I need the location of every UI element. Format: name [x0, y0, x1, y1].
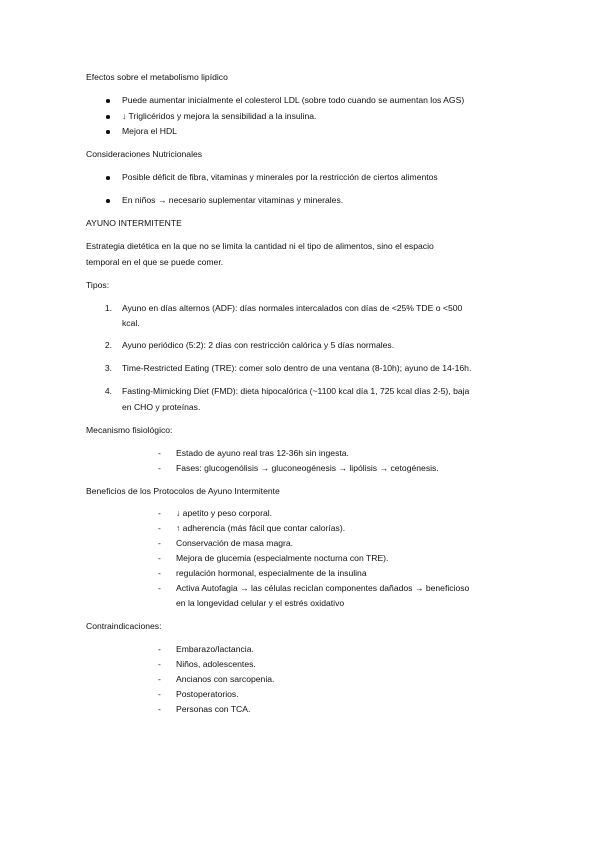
list-item: Time-Restricted Eating (TRE): comer solo dentro de una ventana (8-10h); ayuno de 14-16h. — [122, 363, 472, 373]
list-item: ↑ adherencia (más fácil que contar calorías). — [176, 523, 346, 533]
list-item: Niños, adolescentes. — [176, 659, 256, 669]
heading-ayuno: AYUNO INTERMITENTE — [86, 218, 182, 228]
list-item: En niños → necesario suplementar vitaminas y minerales. — [122, 195, 344, 205]
dash-marker: - — [158, 523, 161, 533]
heading-mecanismo: Mecanismo fisiológico: — [86, 425, 173, 435]
list-item: Activa Autofagia → las células reciclan componentes dañados → beneficioso — [176, 583, 470, 593]
heading-nutrition: Consideraciones Nutricionales — [86, 149, 203, 159]
list-number: 1. — [104, 303, 112, 313]
heading-contraindicaciones: Contraindicaciones: — [86, 621, 162, 631]
list-item: Ancianos con sarcopenia. — [176, 674, 275, 684]
list-item: Embarazo/lactancia. — [176, 644, 254, 654]
list-number: 2. — [104, 340, 112, 350]
list-item: Mejora el HDL — [122, 126, 177, 136]
dash-marker: - — [158, 583, 161, 593]
list-item: Postoperatorios. — [176, 689, 239, 699]
list-item-continuation: kcal. — [122, 318, 140, 328]
list-item: Personas con TCA. — [176, 704, 251, 714]
list-item: Fasting-Mimicking Diet (FMD): dieta hipocalórica (~1100 kcal día 1, 725 kcal días 2-5), baja — [122, 386, 470, 396]
list-item: ↓ apetito y peso corporal. — [176, 508, 273, 518]
list-item-continuation: en CHO y proteínas. — [122, 402, 201, 412]
list-item: ↓ Triglicéridos y mejora la sensibilidad a la insulina. — [122, 111, 317, 121]
paragraph-line: Estrategia dietética en la que no se limita la cantidad ni el tipo de alimentos, sino el espacio — [86, 241, 434, 251]
list-item-continuation: en la longevidad celular y el estrés oxidativo — [176, 598, 345, 608]
heading-tipos: Tipos: — [86, 280, 110, 290]
list-item: Conservación de masa magra. — [176, 538, 294, 548]
bullet-dot — [106, 99, 110, 103]
bullet-dot — [106, 199, 110, 203]
bullet-dot — [106, 176, 110, 180]
dash-marker: - — [158, 674, 161, 684]
dash-marker: - — [158, 704, 161, 714]
list-item: Mejora de glucemia (especialmente nocturna con TRE). — [176, 553, 389, 563]
list-number: 4. — [104, 386, 112, 396]
heading-beneficios: Beneficios de los Protocolos de Ayuno Intermitente — [86, 486, 280, 496]
list-item: Posible déficit de fibra, vitaminas y minerales por la restricción de ciertos alimentos — [122, 172, 438, 182]
list-number: 3. — [104, 363, 112, 373]
dash-marker: - — [158, 508, 161, 518]
dash-marker: - — [158, 538, 161, 548]
list-item: Fases: glucogenólisis → gluconeogénesis → lipólisis → cetogénesis. — [176, 463, 439, 473]
list-item: Ayuno en días alternos (ADF): días normales intercalados con días de <25% TDE o <500 — [122, 303, 463, 313]
paragraph-line: temporal en el que se puede comer. — [86, 257, 224, 267]
dash-marker: - — [158, 463, 161, 473]
dash-marker: - — [158, 448, 161, 458]
list-item: Estado de ayuno real tras 12-36h sin ingesta. — [176, 448, 349, 458]
dash-marker: - — [158, 689, 161, 699]
dash-marker: - — [158, 644, 161, 654]
bullet-dot — [106, 115, 110, 119]
dash-marker: - — [158, 568, 161, 578]
dash-marker: - — [158, 553, 161, 563]
bullet-dot — [106, 130, 110, 134]
dash-marker: - — [158, 659, 161, 669]
heading-lipid: Efectos sobre el metabolismo lipídico — [86, 72, 228, 82]
list-item: Puede aumentar inicialmente el colesterol LDL (sobre todo cuando se aumentan los AGS) — [122, 95, 465, 105]
list-item: Ayuno periódico (5:2): 2 días con restricción calórica y 5 días normales. — [122, 340, 395, 350]
list-item: regulación hormonal, especialmente de la insulina — [176, 568, 367, 578]
